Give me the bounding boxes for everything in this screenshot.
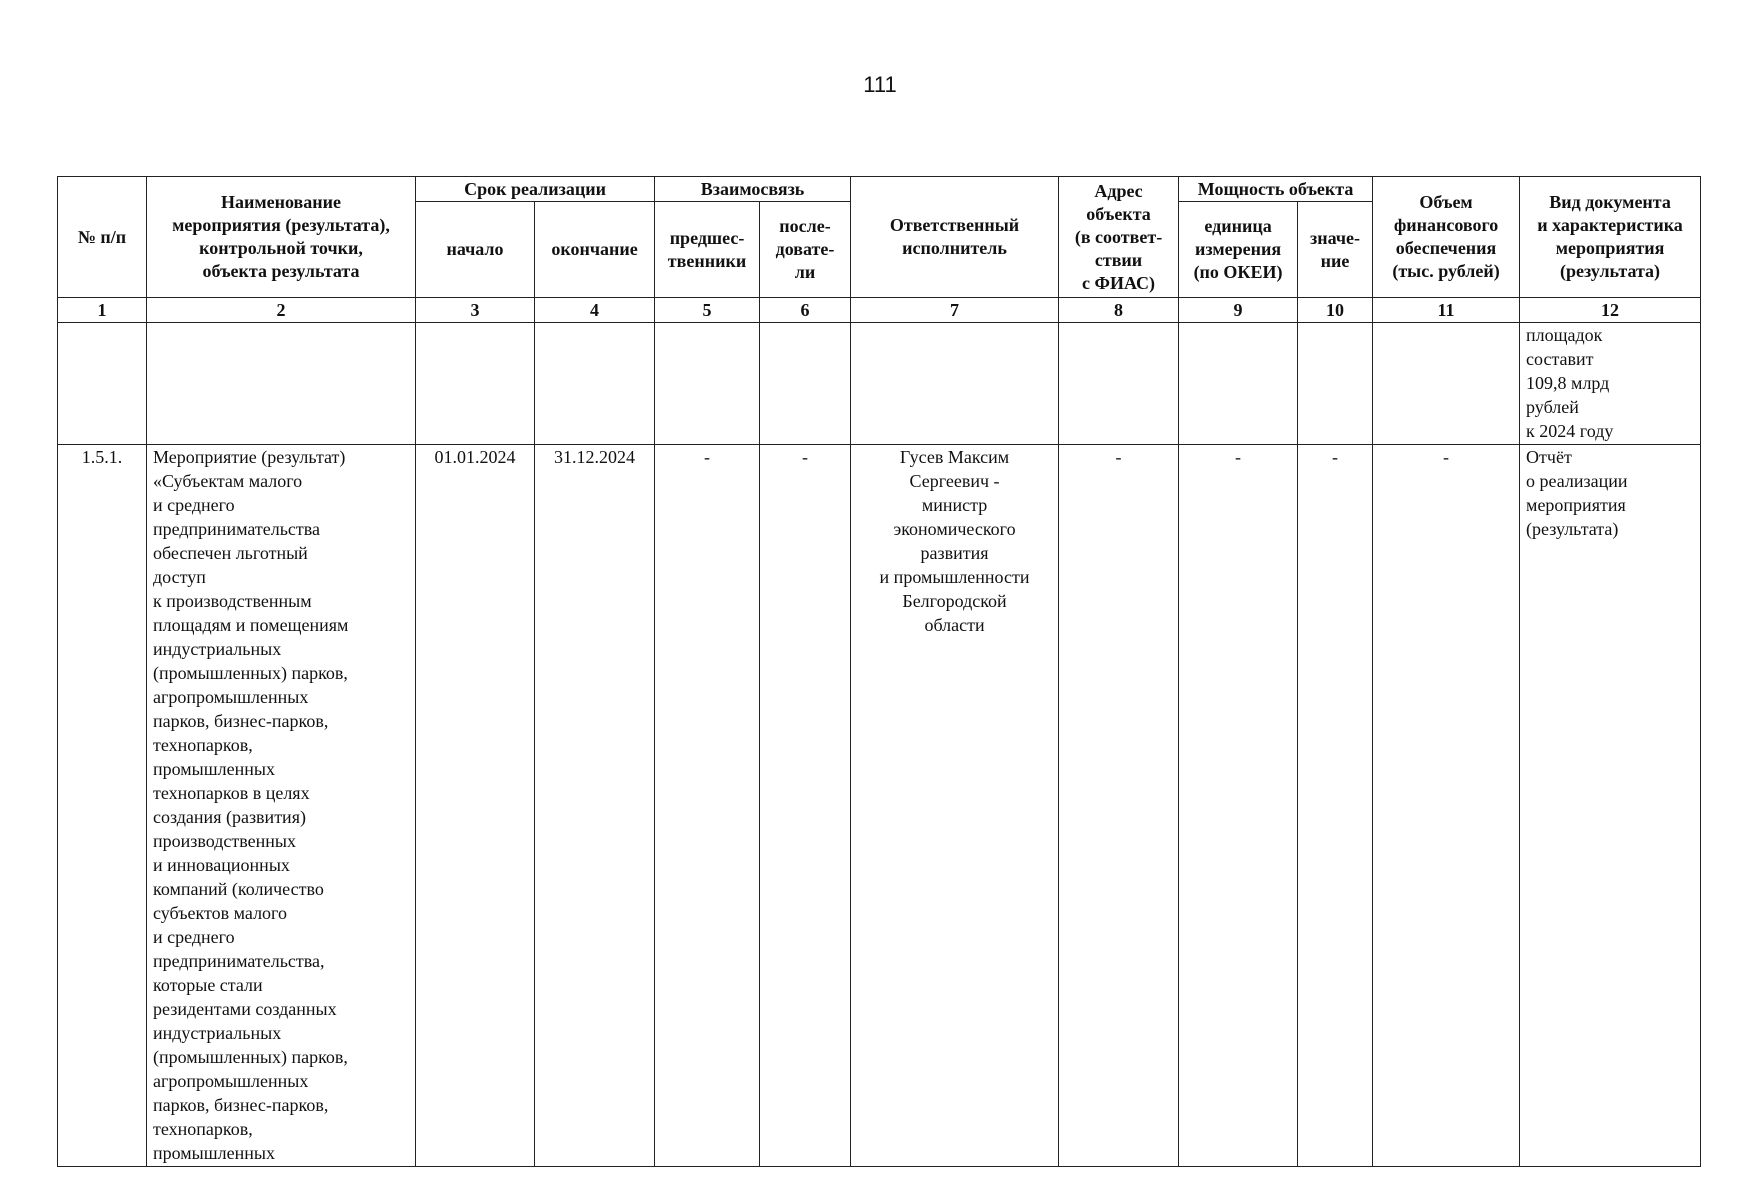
header-successors: после- довате- ли: [760, 202, 851, 298]
row-value: -: [1298, 445, 1373, 1167]
header-unit: единица измерения (по ОКЕИ): [1179, 202, 1298, 298]
row-succ: -: [760, 445, 851, 1167]
row-start: 01.01.2024: [416, 445, 535, 1167]
row-num: 1.5.1.: [58, 445, 147, 1167]
header-value: значе- ние: [1298, 202, 1373, 298]
row-pred: [655, 323, 760, 445]
header-term: Срок реализации: [416, 177, 655, 202]
row-num: [58, 323, 147, 445]
row-unit: [1179, 323, 1298, 445]
row-start: [416, 323, 535, 445]
header-finance: Объем финансового обеспечения (тыс. рублей): [1373, 177, 1520, 298]
column-number: 3: [416, 298, 535, 323]
column-number: 2: [147, 298, 416, 323]
row-unit: -: [1179, 445, 1298, 1167]
column-number: 9: [1179, 298, 1298, 323]
page-number: 111: [863, 72, 897, 97]
table-row: [58, 445, 1701, 1167]
header-predecessors: предшес- твенники: [655, 202, 760, 298]
row-address: [1059, 323, 1179, 445]
row-finance: -: [1373, 445, 1520, 1167]
column-number: 5: [655, 298, 760, 323]
row-address: -: [1059, 445, 1179, 1167]
header-link: Взаимосвязь: [655, 177, 851, 202]
row-name: [147, 323, 416, 445]
header-document: Вид документа и характеристика мероприятия (результата): [1520, 177, 1701, 298]
column-number: 7: [851, 298, 1059, 323]
column-number: 4: [535, 298, 655, 323]
header-start: начало: [416, 202, 535, 298]
header-power: Мощность объекта: [1179, 177, 1373, 202]
column-number: 1: [58, 298, 147, 323]
row-value: [1298, 323, 1373, 445]
row-end: 31.12.2024: [535, 445, 655, 1167]
column-number: 11: [1373, 298, 1520, 323]
row-document: площадок составит 109,8 млрд рублей к 2024 году: [1520, 323, 1701, 445]
header-name: Наименование мероприятия (результата), контрольной точки, объекта результата: [147, 177, 416, 298]
row-finance: [1373, 323, 1520, 445]
column-number: 8: [1059, 298, 1179, 323]
table-row: [58, 323, 1701, 445]
header-address: Адрес объекта (в соответ- ствии с ФИАС): [1059, 177, 1179, 298]
header-end: окончание: [535, 202, 655, 298]
row-pred: -: [655, 445, 760, 1167]
row-end: [535, 323, 655, 445]
column-number: 12: [1520, 298, 1701, 323]
row-name: Мероприятие (результат) «Субъектам малого и среднего предпринимательства обеспечен льготный доступ к производственным площадям и помещениям индустриальных (промышленных) парков, агропромышленных парков, бизнес-парков, технопарков, промышленных технопарков в целях создания (развития) производственных и инновационных компаний (количество субъектов малого и среднего предпринимательства, которые стали резидентами созданных индустриальных (промышленных) парков, агропромышленных парков, бизнес-парков, технопарков, промышленных: [147, 445, 416, 1167]
row-responsible: Гусев Максим Сергеевич - министр экономического развития и промышленности Белгородской области: [851, 445, 1059, 1167]
row-document: Отчёт о реализации мероприятия (результата): [1520, 445, 1701, 1167]
row-responsible: [851, 323, 1059, 445]
column-number: 10: [1298, 298, 1373, 323]
row-succ: [760, 323, 851, 445]
plan-table: [57, 176, 1701, 1167]
header-responsible: Ответственный исполнитель: [851, 177, 1059, 298]
column-number: 6: [760, 298, 851, 323]
header-num: № п/п: [58, 177, 147, 298]
